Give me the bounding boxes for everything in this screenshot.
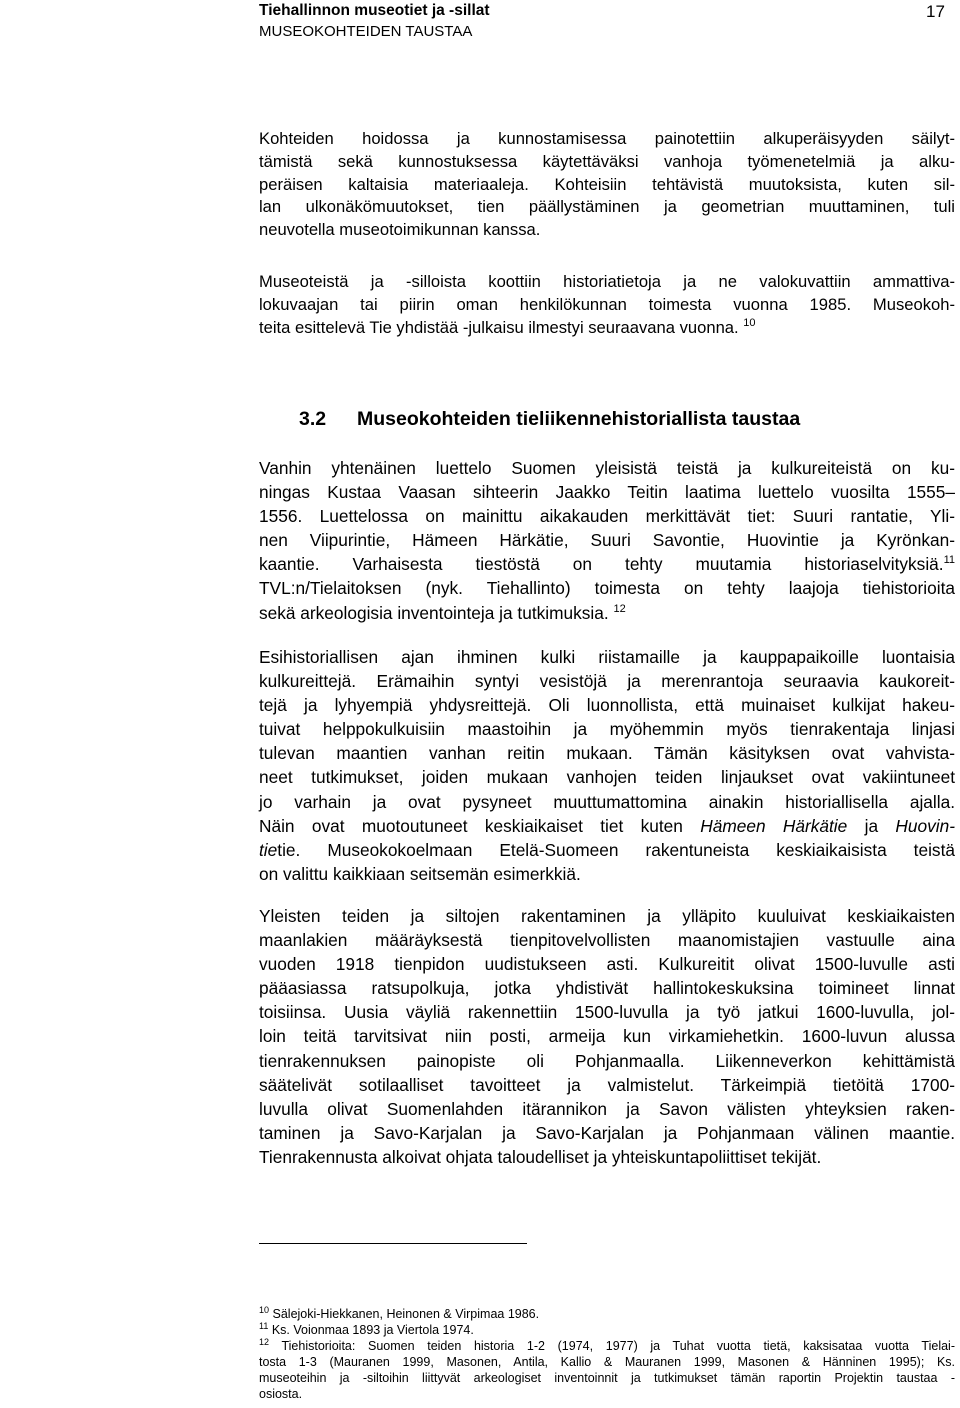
footnote-number: 11 bbox=[259, 1321, 269, 1331]
text-segment: kaantie. Varhaisesta tiestöstä on tehty muutamia historiaselvityksiä. bbox=[259, 554, 944, 575]
text-line: lan ulkonäkömuutokset, tien päällystäminen ja geometrian muuttaminen, tuli bbox=[259, 197, 955, 217]
text-line: tuivat helppokulkuisiin maastoihin ja myöhemmin myös tienrakentaja linjasi bbox=[259, 719, 955, 740]
text-line: loin teitä tarvitsivat niin posti, armeija kun virkamiehetkin. 1600-luvun alussa bbox=[259, 1026, 955, 1047]
italic-road-name: Hämeen Härkätie bbox=[700, 815, 848, 836]
section-subtitle: MUSEOKOHTEIDEN TAUSTAA bbox=[259, 23, 473, 40]
text-line: tienrakennuksen painopiste oli Pohjanmaalla. Liikenneverkon kehittämistä bbox=[259, 1050, 955, 1071]
paragraph-4 bbox=[259, 645, 955, 886]
running-header bbox=[259, 0, 490, 42]
paragraph-2 bbox=[259, 271, 955, 339]
document-title: Tiehallinnon museotiet ja -sillat bbox=[259, 2, 490, 19]
footnote-line bbox=[259, 1306, 955, 1322]
text-line bbox=[259, 317, 955, 340]
text-line: vuoden 1918 tienpidon uudistukseen asti. Kulkureitit olivat 1500-luvulle asti bbox=[259, 954, 955, 975]
text-line: toisiinsa. Uusia väyliä rakennettiin 1500-luvulla ja työ jatkui 1600-luvulla, jol- bbox=[259, 1002, 955, 1023]
text-line: pääasiassa ratsupolkuja, jotka yhdistivät hallintokeskuksina toimineet linnat bbox=[259, 978, 955, 999]
footnote-ref: 11 bbox=[943, 554, 955, 567]
text-segment: tie. Museokokoelmaan Etelä-Suomeen rakentuneista keskiaikaisista teistä bbox=[277, 839, 955, 860]
footnote-line: tosta 1-3 (Mauranen 1999, Masonen, Antila, Kallio & Mauranen 1999, Masonen & Hänninen 1995); Ks. bbox=[259, 1355, 955, 1369]
text-line: 1556. Luettelossa on mainittu aikakauden merkittävät tiet: Suuri rantatie, Yli- bbox=[259, 506, 955, 527]
text-line: lokuvaajan tai piirin oman henkilökunnan toimesta vuonna 1985. Museokoh- bbox=[259, 294, 955, 314]
text-line: Kohteiden hoidossa ja kunnostamisessa painotettiin alkuperäisyyden säilyt- bbox=[259, 129, 955, 148]
text-line: taminen ja Savo-Karjalan ja Savo-Karjalan ja Pohjanmaan välinen maantie. bbox=[259, 1122, 955, 1143]
italic-road-name: tie bbox=[259, 839, 278, 860]
text-line: neuvotella museotoimikunnan kanssa. bbox=[259, 220, 541, 240]
footnote-line: osiosta. bbox=[259, 1387, 303, 1401]
text-line: neet tutkimukset, joiden mukaan vanhojen teiden linjaukset ovat vakiintuneet bbox=[259, 767, 955, 788]
text-line bbox=[259, 601, 955, 625]
footnote-10 bbox=[259, 1306, 955, 1322]
text-line: Yleisten teiden ja siltojen rakentaminen ja ylläpito kuuluivat keskiaikaisten bbox=[259, 906, 955, 926]
text-line: tulevan maantien vanhan reitin mukaan. Tämän käsityksen ovat vahvista- bbox=[259, 743, 955, 764]
text-line: peräisen kaltaisia materiaaleja. Kohteisiin tehtävistä muutoksista, kuten sil- bbox=[259, 174, 955, 194]
text-line: luvulla olivat Suomenlahden itärannikon ja Savon välisten yhteyksien raken- bbox=[259, 1098, 955, 1119]
footnote-number: 12 bbox=[259, 1337, 270, 1347]
paragraph-5 bbox=[259, 904, 955, 1169]
footnote-line bbox=[259, 1322, 955, 1338]
text-line: jo varhain ja ovat pysyneet muuttumattomina ainakin historiallisella ajalla. bbox=[259, 791, 955, 812]
section-number: 3.2 bbox=[299, 408, 327, 430]
footnote-ref: 12 bbox=[613, 602, 626, 615]
italic-road-name: Huovin- bbox=[895, 815, 955, 836]
text-line bbox=[259, 552, 955, 576]
footnote-11 bbox=[259, 1322, 955, 1338]
text-line: TVL:n/Tielaitoksen (nyk. Tiehallinto) toimesta on tehty laajoja tiehistorioita bbox=[259, 578, 955, 599]
text-line: säätelivät sotilaalliset tavoitteet ja valmistelut. Tärkeimpiä tietöitä 1700- bbox=[259, 1074, 955, 1095]
text-line: on valittu kaikkiaan seitsemän esimerkkiä. bbox=[259, 863, 581, 884]
text-line: tämistä sekä kunnostuksessa käytettäväksi vanhoja työmenetelmiä ja alku- bbox=[259, 151, 955, 171]
text-line: Museoteistä ja -silloista koottiin historiatietoja ja ne valokuvattiin ammattiva- bbox=[259, 272, 955, 291]
text-line bbox=[259, 838, 955, 862]
footnote-ref: 10 bbox=[743, 316, 756, 329]
text-line: tejä ja lyhyempiä yhdysreittejä. Oli luonnollista, että muinaiset kulkijat hakeu- bbox=[259, 695, 955, 716]
footnote-line bbox=[259, 1338, 955, 1354]
footnote-divider bbox=[259, 1243, 527, 1244]
footnote-12 bbox=[259, 1338, 955, 1402]
text-line: nen Viipurintie, Hämeen Härkätie, Suuri Savontie, Huovintie ja Kyrönkan- bbox=[259, 530, 955, 551]
text-segment: sekä arkeologisia inventointeja ja tutkimuksia. bbox=[259, 602, 609, 623]
footnotes bbox=[259, 1306, 955, 1402]
footnote-text: Ks. Voionmaa 1893 ja Viertola 1974. bbox=[271, 1323, 474, 1337]
text-line: maanlakien määräyksestä tienpitovelvollisten maanomistajien vastuulle aina bbox=[259, 930, 955, 951]
section-title: Museokohteiden tieliikennehistoriallista taustaa bbox=[357, 408, 801, 430]
page-number: 17 bbox=[926, 2, 945, 21]
text-line: ningas Kustaa Vaasan sihteerin Jaakko Teitin laatima luettelo vuosilta 1555– bbox=[259, 482, 955, 503]
text-segment: teita esittelevä Tie yhdistää -julkaisu ilmestyi seuraavana vuonna. bbox=[259, 317, 739, 337]
footnote-text: Sälejoki-Hiekkanen, Heinonen & Virpimaa 1986. bbox=[272, 1307, 540, 1321]
section-heading bbox=[299, 408, 800, 431]
text-line bbox=[259, 814, 955, 838]
footnote-number: 10 bbox=[259, 1305, 270, 1315]
text-line: kulkureittejä. Erämaihin syntyi vesistöjä ja merenrantoja seuraavia kaukoreit- bbox=[259, 671, 955, 692]
text-line: Vanhin yhtenäinen luettelo Suomen yleisistä teistä ja kulkureiteistä on ku- bbox=[259, 458, 955, 478]
text-line: Tienrakennusta alkoivat ohjata taloudelliset ja yhteiskuntapoliittiset tekijät. bbox=[259, 1146, 822, 1167]
footnote-line: museoteihin ja -siltoihin liittyvät arkeologiset inventoinnit ja tutkimukset tämän raportin Projektin taustaa - bbox=[259, 1371, 955, 1385]
paragraph-3 bbox=[259, 456, 955, 625]
footnote-text: Tiehistorioita: Suomen teiden historia 1-2 (1974, 1977) ja Tuhat vuotta tietä, kaksisataa vuotta Tielai- bbox=[281, 1339, 955, 1353]
text-segment: ja bbox=[864, 815, 879, 836]
text-line: Esihistoriallisen ajan ihminen kulki riistamaille ja kauppapaikoille luontaisia bbox=[259, 647, 955, 667]
text-segment: Näin ovat muotoutuneet keskiaikaiset tiet kuten bbox=[259, 815, 683, 836]
paragraph-1 bbox=[259, 128, 955, 242]
